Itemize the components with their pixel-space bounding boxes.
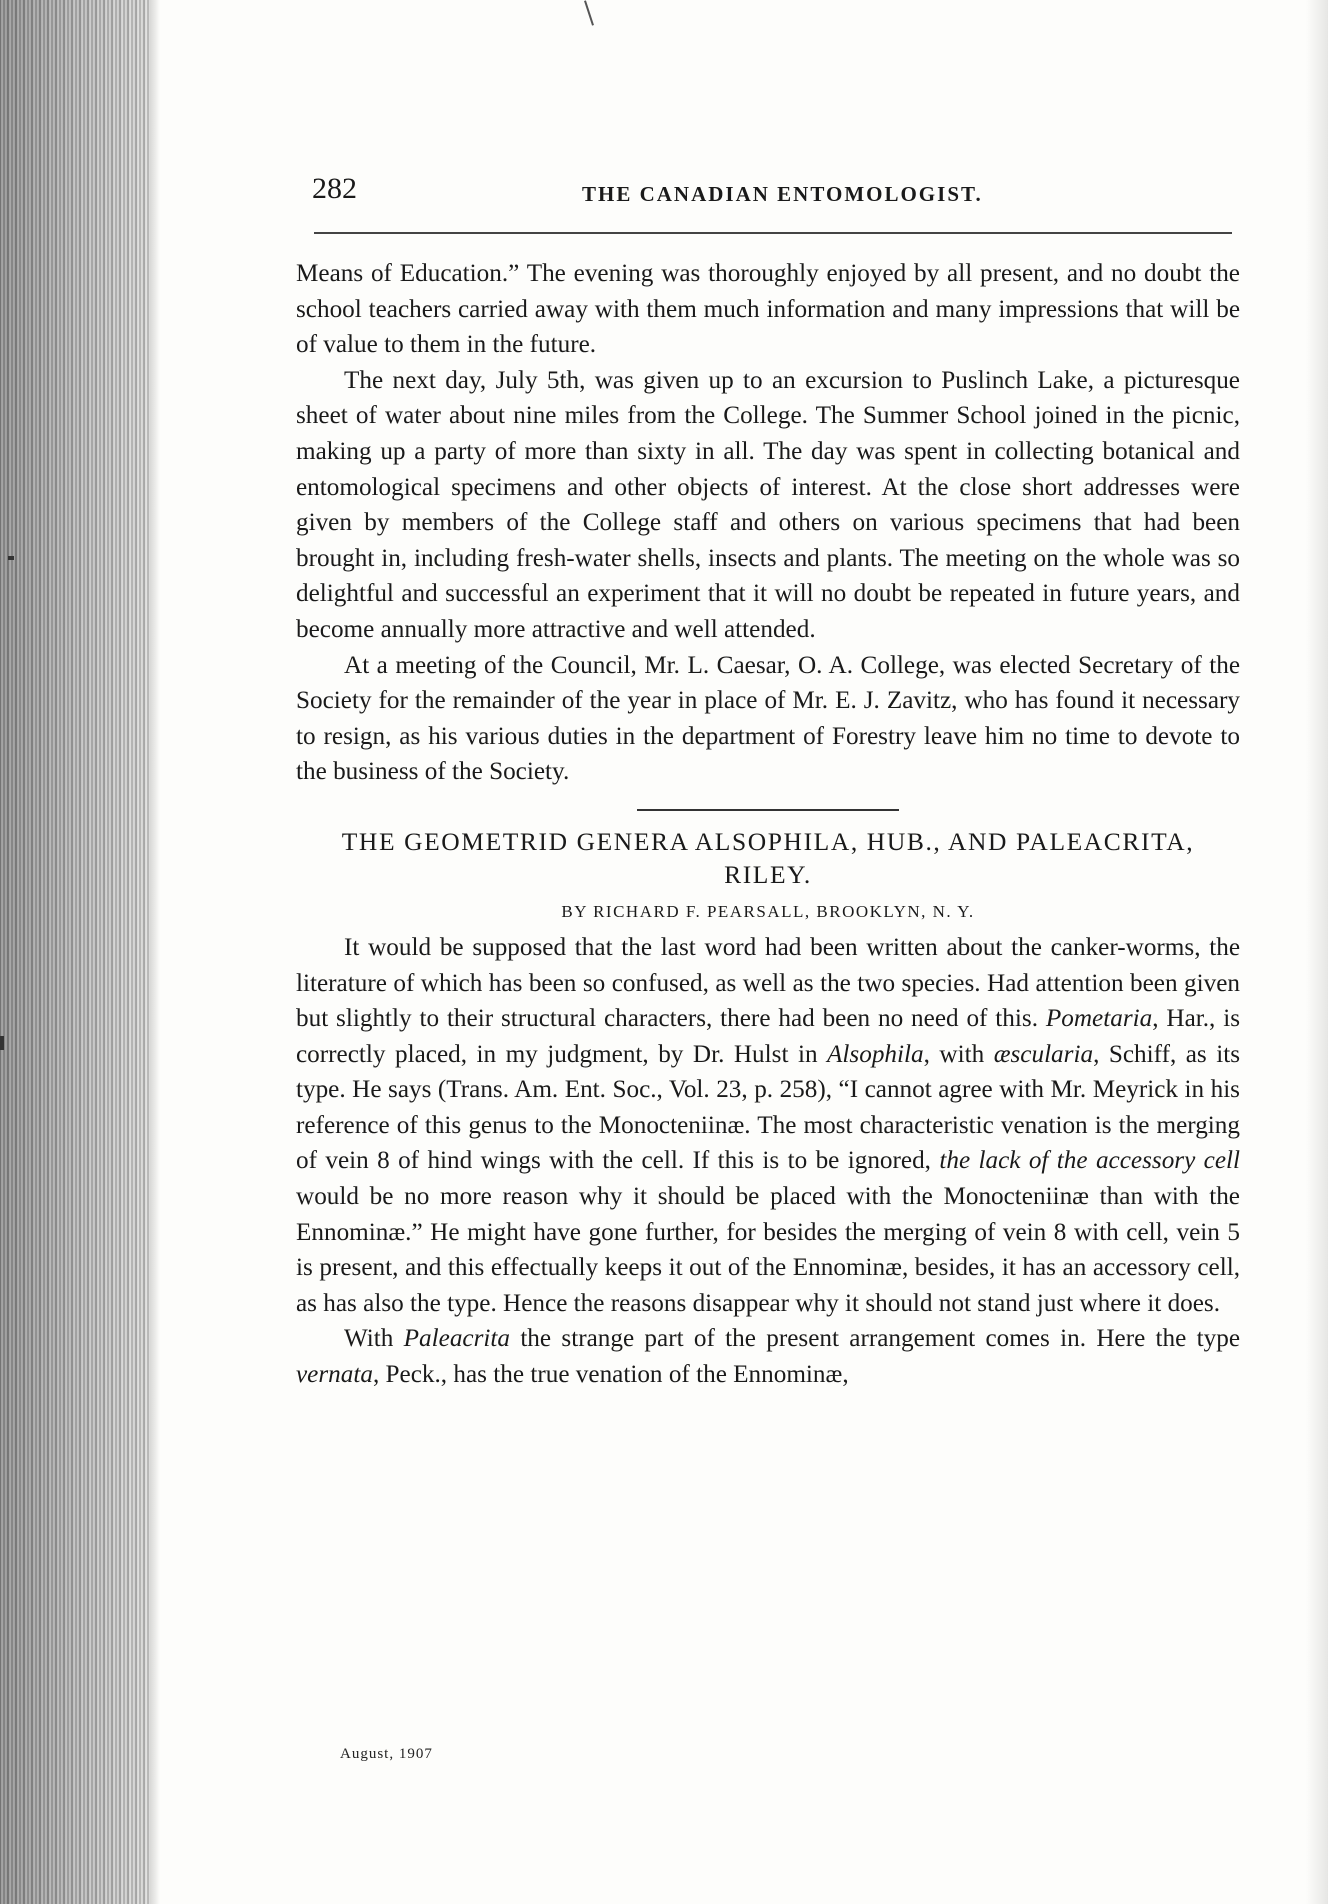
text-run: It would be supposed that the last word had been written about the canker-worms, the literature of which has been so confused, as well as the two species. Had attention been given but slightly to their structural characters, there had been no need of this. bbox=[296, 933, 1240, 1033]
emphasis-text: the lack of the accessory cell bbox=[939, 1147, 1241, 1175]
text-run: , Schiff, as its type. He says (Trans. Am. Ent. Soc., Vol. 23, p. 258), “I cannot agree with Mr. Meyrick in his reference of this genus to the Monocteniinæ. The most characteristic venation is the merging of vein 8 of hind wings with the cell. If this is to be ignored, bbox=[296, 1040, 1241, 1175]
article-title: THE GEOMETRID GENERA ALSOPHILA, HUB., AND PALEACRITA, RILEY. bbox=[341, 826, 1195, 889]
article-byline: BY RICHARD F. PEARSALL, BROOKLYN, N. Y. bbox=[561, 901, 975, 921]
paragraph-canker-worms bbox=[296, 930, 1240, 1322]
species-name: vernata bbox=[296, 1361, 373, 1389]
genus-name: Pometaria bbox=[1045, 1005, 1153, 1033]
body-text bbox=[296, 256, 1240, 1393]
paragraph-council-meeting: At a meeting of the Council, Mr. L. Caesar, O. A. College, was elected Secretary of the Society for the remainder of the year in place of Mr. E. J. Zavitz, who has found it necessary to resign, as his various duties in the department of Forestry leave him no time to devote to the business of the Society. bbox=[296, 651, 1240, 786]
text-run: With bbox=[344, 1325, 394, 1353]
book-binding-shadow bbox=[0, 0, 150, 1904]
genus-name: Alsophila bbox=[827, 1040, 924, 1068]
species-name: æscularia bbox=[993, 1040, 1094, 1068]
paragraph-puslinch-excursion: The next day, July 5th, was given up to an excursion to Puslinch Lake, a picturesque sheet of water about nine miles from the College. The Summer School joined in the picnic, making up a party of more than sixty in all. The day was spent in collecting botanical and entomological specimens and other objects of interest. At the close short addresses were given by members of the College staff and others on various specimens that had been brought in, including fresh-water shells, insects and plants. The meeting on the whole was so delightful and successful an experiment that it will no doubt be repeated in future years, and become annually more attractive and well attended. bbox=[296, 366, 1240, 643]
text-run: , with bbox=[923, 1040, 985, 1068]
paragraph-education-evening: Means of Education.” The evening was thoroughly enjoyed by all present, and no doubt the school teachers carried away with them much information and many impressions that will be of value to them in the future. bbox=[296, 260, 1240, 359]
scan-artifact-mark bbox=[8, 556, 14, 560]
section-divider bbox=[637, 809, 899, 811]
header-rule bbox=[314, 232, 1232, 234]
text-run: the strange part of the present arrangement comes in. Here the type bbox=[520, 1325, 1241, 1353]
page-number: 282 bbox=[312, 172, 357, 205]
genus-name: Paleacrita bbox=[403, 1325, 510, 1353]
page-header bbox=[312, 172, 1232, 222]
scan-artifact-mark bbox=[0, 1036, 4, 1050]
binding-edge bbox=[150, 0, 160, 1904]
text-run: would be no more reason why it should be placed with the Monocteniinæ than with the Ennominæ.” He might have gone further, for besides the merging of vein 8 with cell, vein 5 is present, and this effectually keeps it out of the Ennominæ, besides, it has an accessory cell, as has also the type. Hence the reasons disappear why it should not stand just where it does. bbox=[296, 1183, 1240, 1317]
issue-date: August, 1907 bbox=[340, 1746, 433, 1762]
page-edge-shadow bbox=[1306, 0, 1328, 1904]
text-run: , Peck., has the true venation of the Ennominæ, bbox=[372, 1361, 849, 1389]
paragraph-paleacrita bbox=[296, 1321, 1240, 1392]
scan-artifact-mark bbox=[584, 0, 594, 25]
running-title: THE CANADIAN ENTOMOLOGIST. bbox=[582, 182, 983, 206]
text-run: , Har., is correctly placed, in my judgment, by Dr. Hulst in bbox=[296, 1005, 1241, 1068]
